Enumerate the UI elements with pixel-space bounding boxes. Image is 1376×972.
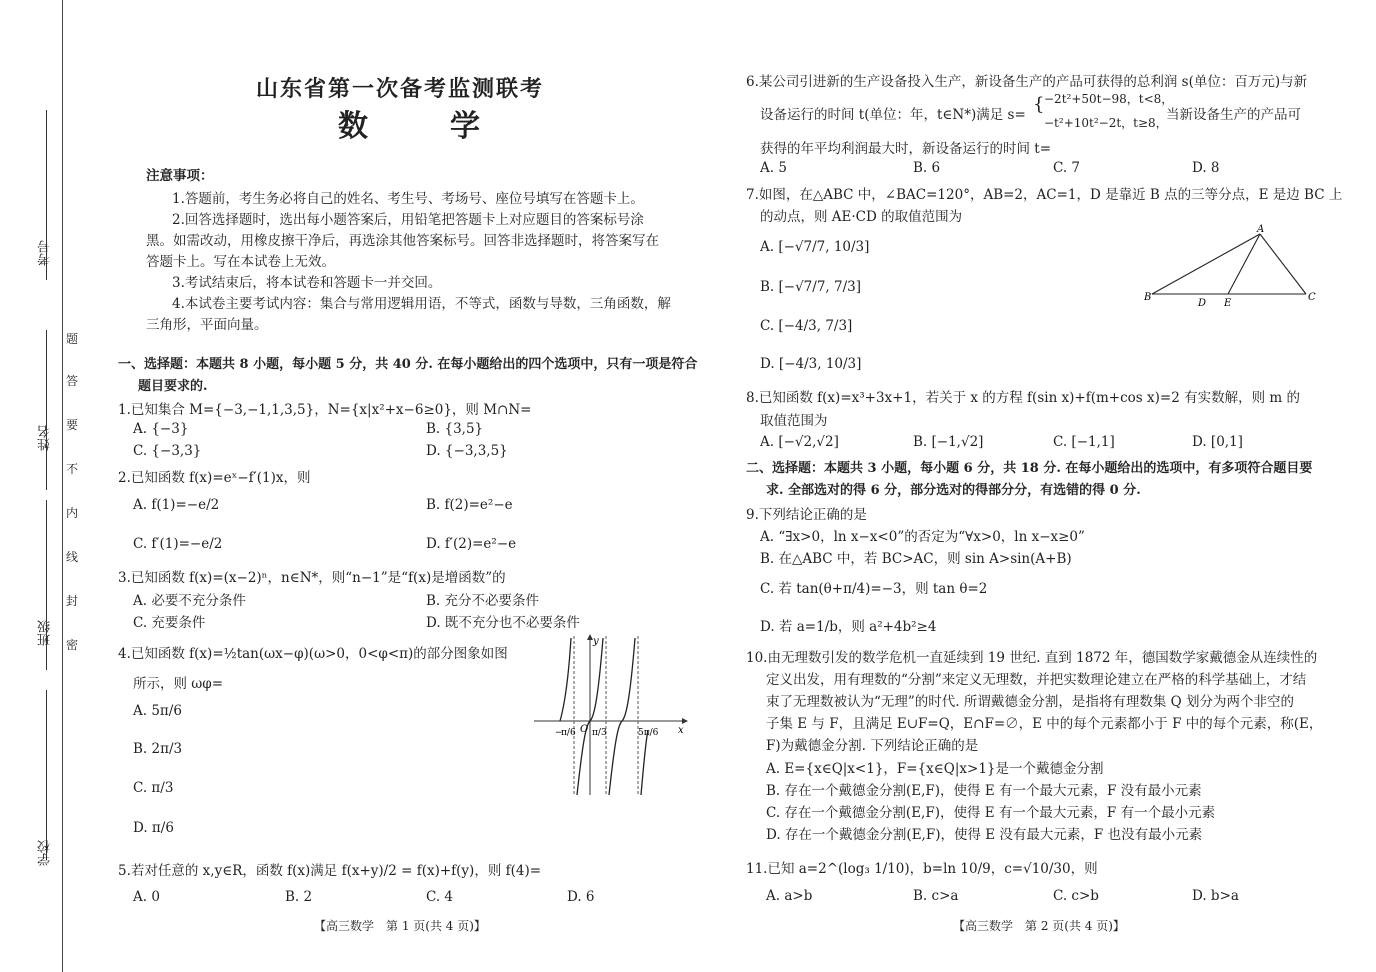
q4-stem-cont: 所示，则 ωφ= (133, 676, 224, 692)
q7-stem: 7.如图，在△ABC 中，∠BAC=120°，AB=2，AC=1，D 是靠近 B 点的三等分点，E 是边 BC 上 (746, 187, 1343, 203)
q10-option: D. 存在一个戴德金分割(E,F)，使得 E 没有最大元素，F 也没有最小元素 (766, 827, 1203, 843)
seal-line (62, 0, 63, 972)
q10-option: C. 存在一个戴德金分割(E,F)，使得 E 有一个最大元素，F 有一个最小元素 (766, 805, 1216, 821)
page-footer-right: 【高三数学 第 2 页(共 4 页)】 (953, 919, 1125, 933)
q11-option: A. a>b (766, 888, 813, 904)
q3-option: B. 充分不必要条件 (426, 593, 540, 609)
vertex-label: B (1144, 292, 1152, 303)
q11-option: B. c>a (913, 888, 959, 904)
banji-label: 班级 (38, 620, 53, 646)
notice-line: 4.本试卷主要考试内容：集合与常用逻辑用语，不等式，函数与导数，三角函数，解 (172, 296, 671, 312)
section2-heading-cont: 求. 全部选对的得 6 分，部分选对的得部分分，有选错的得 0 分. (766, 483, 1141, 498)
q9-option: D. 若 a=1/b，则 a²+4b²≥4 (760, 619, 937, 635)
q4-option: D. π/6 (133, 820, 174, 836)
vertex-label: A (1257, 224, 1265, 235)
q8-stem: 8.已知函数 f(x)=x³+3x+1，若关于 x 的方程 f(sin x)+f(m+cos x)=2 有实数解，则 m 的 (746, 390, 1300, 406)
notice-line: 三角形，平面向量。 (146, 317, 268, 333)
page-footer-left: 【高三数学 第 1 页(共 4 页)】 (314, 919, 486, 933)
notice-line: 3.考试结束后，将本试卷和答题卡一并交回。 (172, 275, 442, 291)
triangle-figure (1140, 222, 1320, 314)
q1-option: A. {−3} (133, 421, 189, 437)
q4-option: C. π/3 (133, 780, 174, 796)
q4-stem: 4.已知函数 f(x)=½tan(ωx−φ)(ω>0，0<φ<π)的部分图象如图 (118, 646, 508, 662)
q10-stem: 束了无理数被认为“无理”的时代. 所谓戴德金分割，是指将有理数集 Q 划分为两个非空的 (766, 694, 1295, 710)
section2-heading: 二、选择题：本题共 3 小题，每小题 6 分，共 18 分. 在每小题给出的选项中，有多项符合题目要 (746, 461, 1313, 476)
q5-option: A. 0 (133, 889, 160, 905)
q9-option: B. 在△ABC 中，若 BC>AC，则 sin A>sin(A+B) (760, 551, 1072, 567)
section1-heading: 一、选择题：本题共 8 小题，每小题 5 分，共 40 分. 在每小题给出的四个选项中，只有一项是符合 (118, 357, 698, 372)
q8-option: B. [−1,√2] (913, 434, 984, 450)
q5-option: C. 4 (426, 889, 454, 905)
q7-stem-cont: 的动点，则 AE·CD 的取值范围为 (760, 209, 963, 225)
q11-stem: 11.已知 a=2^(log₃ 1/10)，b=ln 10/9，c=√10/30，则 (746, 861, 1098, 877)
q2-option: D. f′(2)=e²−e (426, 536, 517, 552)
q9-stem: 9.下列结论正确的是 (746, 507, 867, 523)
q6-option: A. 5 (760, 160, 787, 176)
seal-char: 答 (66, 374, 79, 388)
q10-stem: 定义出发，用有理数的“分割”来定义无理数，并把实数理论建立在严格的科学基础上，才结 (766, 672, 1307, 688)
graph-tick-label: π/3 (592, 728, 607, 738)
seal-char: 线 (66, 550, 79, 564)
q6-stem-cont: 设备运行的时间 t(单位：年，t∈N*)满足 s= (760, 107, 1026, 123)
q6-stem-cont: 当新设备生产的产品可 (1166, 107, 1301, 123)
graph-tick-label: π/6 (561, 728, 576, 738)
notice-line: 1.答题前，考生务必将自己的姓名、考生号、考场号、座位号填写在答题卡上。 (172, 191, 644, 207)
q1-option: B. {3,5} (426, 421, 484, 437)
q9-option: C. 若 tan(θ+π/4)=−3，则 tan θ=2 (760, 581, 988, 597)
seal-char: 密 (66, 638, 79, 652)
q5-option: D. 6 (567, 889, 595, 905)
notice-line: 2.回答选择题时，选出每小题答案后，用铅笔把答题卡上对应题目的答案标号涂 (172, 212, 644, 228)
q2-option: B. f(2)=e²−e (426, 497, 513, 513)
point-label: D (1198, 298, 1207, 309)
vertex-label: C (1308, 292, 1316, 303)
q10-stem: F)为戴德金分割. 下列结论正确的是 (766, 738, 979, 754)
q6-option: D. 8 (1192, 160, 1220, 176)
q8-option: A. [−√2,√2] (760, 434, 839, 450)
point-label: E (1224, 298, 1232, 309)
q9-option: A. “∃x>0，ln x−x<0”的否定为“∀x>0，ln x−x≥0” (760, 529, 1085, 545)
q7-option: D. [−4/3, 10/3] (760, 356, 862, 372)
q7-option: A. [−√7/7, 10/3] (760, 239, 870, 255)
q8-option: C. [−1,1] (1053, 434, 1115, 450)
q4-option: A. 5π/6 (133, 703, 182, 719)
graph-neg-sign: − (555, 728, 563, 738)
q2-option: C. f′(1)=−e/2 (133, 536, 223, 552)
seal-char: 题 (66, 332, 79, 346)
q3-stem: 3.已知函数 f(x)=(x−2)ⁿ，n∈N*，则“n−1”是“f(x)是增函数”的 (118, 570, 506, 586)
graph-origin-label: O (580, 724, 589, 735)
xingming-line (46, 330, 47, 490)
tan-graph-figure (530, 630, 690, 800)
q11-option: C. c>b (1053, 888, 1099, 904)
q6-stem-cont: 获得的年平均利润最大时，新设备运行的时间 t= (760, 141, 1052, 157)
q2-stem: 2.已知函数 f(x)=eˣ−f′(1)x，则 (118, 470, 311, 486)
notice-line: 黑。如需改动，用橡皮擦干净后，再选涂其他答案标号。回答非选择题时，将答案写在 (146, 233, 659, 249)
q7-option: C. [−4/3, 7/3] (760, 318, 853, 334)
exam-title: 山东省第一次备考监测联考 (256, 76, 545, 102)
q6-option: B. 6 (913, 160, 941, 176)
q10-stem: 10.由无理数引发的数学危机一直延续到 19 世纪. 直到 1872 年，德国数学家戴德金从连续性的 (746, 650, 1318, 666)
q1-option: C. {−3,3} (133, 443, 202, 459)
xuexiao-label: 学校 (38, 840, 53, 866)
q10-stem: 子集 E 与 F，且满足 E∪F=Q，E∩F=∅，E 中的每个元素都小于 F 中的每个元素，称(E， (766, 716, 1323, 732)
exam-subject: 数 学 (338, 109, 506, 144)
brace: { (1033, 94, 1045, 115)
notice-line: 答题卡上。写在本试卷上无效。 (146, 254, 335, 270)
q6-case: −2t²+50t−98，t<8， (1044, 92, 1174, 106)
q11-option: D. b>a (1192, 888, 1239, 904)
seal-char: 要 (66, 418, 79, 432)
q6-case: −t²+10t²−2t，t≥8， (1044, 116, 1168, 130)
q4-option: B. 2π/3 (133, 741, 183, 757)
q10-option: A. E={x∈Q|x<1}，F={x∈Q|x>1}是一个戴德金分割 (766, 761, 1104, 777)
q2-option: A. f(1)=−e/2 (133, 497, 220, 513)
q5-stem: 5.若对任意的 x,y∈R，函数 f(x)满足 f(x+y)/2 = f(x)+f(y)，则 f(4)= (118, 863, 542, 879)
graph-x-label: x (678, 725, 684, 736)
seal-char: 不 (66, 462, 79, 476)
q8-stem-cont: 取值范围为 (760, 413, 828, 429)
graph-y-label: y (593, 636, 599, 647)
q3-option: C. 充要条件 (133, 615, 206, 631)
q8-option: D. [0,1] (1192, 434, 1243, 450)
graph-tick-label: 5π/6 (638, 728, 659, 738)
binding-margin (0, 0, 112, 972)
q1-stem: 1.已知集合 M={−3,−1,1,3,5}，N={x|x²+x−6≥0}，则 M∩N= (118, 402, 532, 418)
q3-option: D. 既不充分也不必要条件 (426, 615, 580, 631)
q3-option: A. 必要不充分条件 (133, 593, 246, 609)
q5-option: B. 2 (285, 889, 313, 905)
seal-char: 封 (66, 594, 79, 608)
xuexiao-line (46, 690, 47, 860)
q1-option: D. {−3,3,5} (426, 443, 508, 459)
q6-stem: 6.某公司引进新的生产设备投入生产，新设备生产的产品可获得的总利润 s(单位：百万元)与新 (746, 74, 1308, 90)
q10-option: B. 存在一个戴德金分割(E,F)，使得 E 有一个最大元素，F 没有最小元素 (766, 783, 1202, 799)
xingming-label: 姓名 (38, 425, 53, 451)
q6-option: C. 7 (1053, 160, 1081, 176)
notice-heading: 注意事项： (146, 168, 214, 184)
seal-char: 内 (66, 506, 79, 520)
q7-option: B. [−√7/7, 7/3] (760, 279, 861, 295)
kaohao-label: 考号 (38, 240, 53, 266)
section1-heading-cont: 题目要求的. (138, 379, 208, 394)
